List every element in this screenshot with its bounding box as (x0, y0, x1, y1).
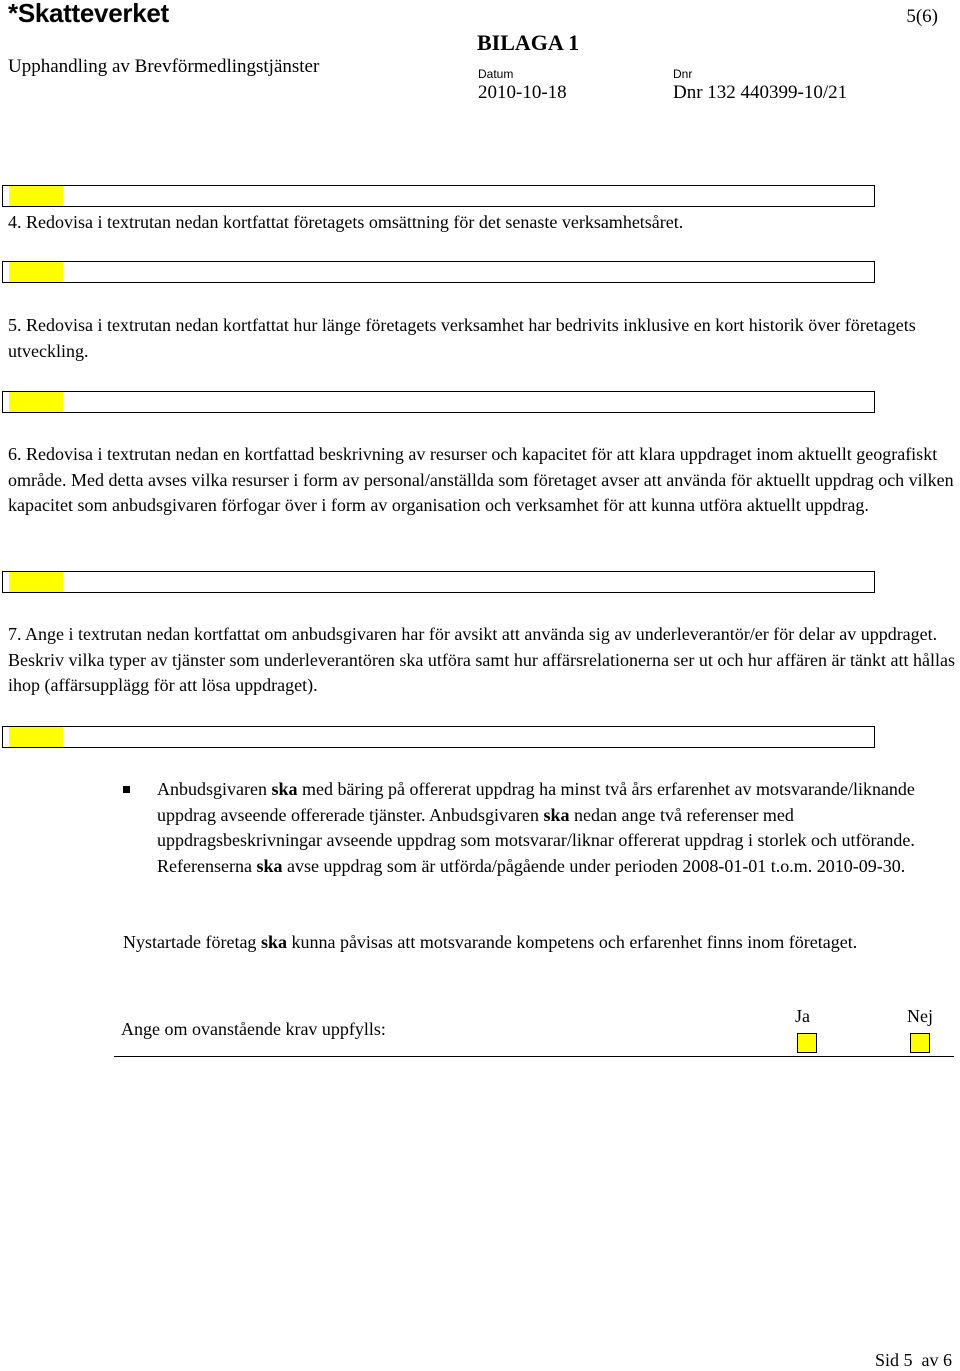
bilaga-title: BILAGA 1 (477, 30, 580, 55)
krav-label: Ange om ovanstående krav uppfylls: (121, 1019, 386, 1039)
field-highlight (9, 262, 63, 282)
question-5: 5. Redovisa i textrutan nedan kortfattat hur länge företagets verksamhet har bedrivits inklusive en kort historik över företagets utveckling. (8, 315, 916, 361)
question-7: 7. Ange i textrutan nedan kortfattat om anbudsgivaren har för avsikt att använda sig av underleverantör/er för delar av uppdraget. Beskriv vilka typer av tjänster som underleverantören ska utföra samt hur affärsrelationerna ser ut och hur affären är tänkt att hållas ihop (affärsupplägg för att lösa uppdraget). (8, 624, 955, 695)
field-highlight (9, 186, 63, 206)
field-highlight (9, 572, 63, 592)
field-highlight (9, 392, 63, 412)
field-highlight (9, 727, 63, 747)
dnr-value: Dnr 132 440399-10/21 (673, 82, 848, 103)
answer-field-6[interactable] (2, 391, 875, 413)
requirement-text: Anbudsgivaren ska med bäring på offererat uppdrag ha minst två års erfarenhet av motsvarande/liknande uppdrag avseende offererade tjänster. Anbudsgivaren ska nedan ange två referenser med uppdragsbeskrivningar avseende uppdrag som motsvarar/liknar offererat uppdrag i storlek och utförande. Referenserna ska avse uppdrag som är utförda/pågående under perioden 2008-01-01 t.o.m. 2010-09-30. (157, 779, 915, 876)
krav-underline (114, 1056, 954, 1057)
page-number: 5(6) (906, 6, 938, 27)
page-footer: Sid 5 av 6 (874, 1350, 952, 1370)
ja-checkbox[interactable] (797, 1033, 817, 1053)
datum-label: Datum (478, 67, 514, 81)
ja-label: Ja (795, 1006, 810, 1026)
dnr-label: Dnr (673, 67, 693, 81)
nystartade-text: Nystartade företag ska kunna påvisas att motsvarande kompetens och erfarenhet finns inom företaget. (123, 932, 858, 952)
answer-field-7[interactable] (2, 571, 875, 593)
skatteverket-logo: *Skatteverket (8, 0, 169, 28)
nej-label: Nej (907, 1006, 933, 1026)
question-6: 6. Redovisa i textrutan nedan en kortfattad beskrivning av resurser och kapacitet för att klara uppdraget inom aktuellt geografiskt område. Med detta avses vilka resurser i form av personal/anställda som företaget avser att använda för aktuellt uppdrag och vilken kapacitet som anbudsgivaren förfogar över i form av organisation och verksamhet för att kunna utföra aktuellt uppdrag. (8, 444, 954, 515)
document-subject: Upphandling av Brevförmedlingstjänster (8, 56, 320, 77)
datum-value: 2010-10-18 (478, 82, 567, 103)
nej-checkbox[interactable] (910, 1033, 930, 1053)
answer-field-7-response[interactable] (2, 726, 875, 748)
answer-field-4[interactable] (2, 185, 875, 207)
square-bullet-icon (123, 786, 130, 793)
question-4: 4. Redovisa i textrutan nedan kortfattat företagets omsättning för det senaste verksamhetsåret. (8, 212, 684, 232)
answer-field-5[interactable] (2, 261, 875, 283)
